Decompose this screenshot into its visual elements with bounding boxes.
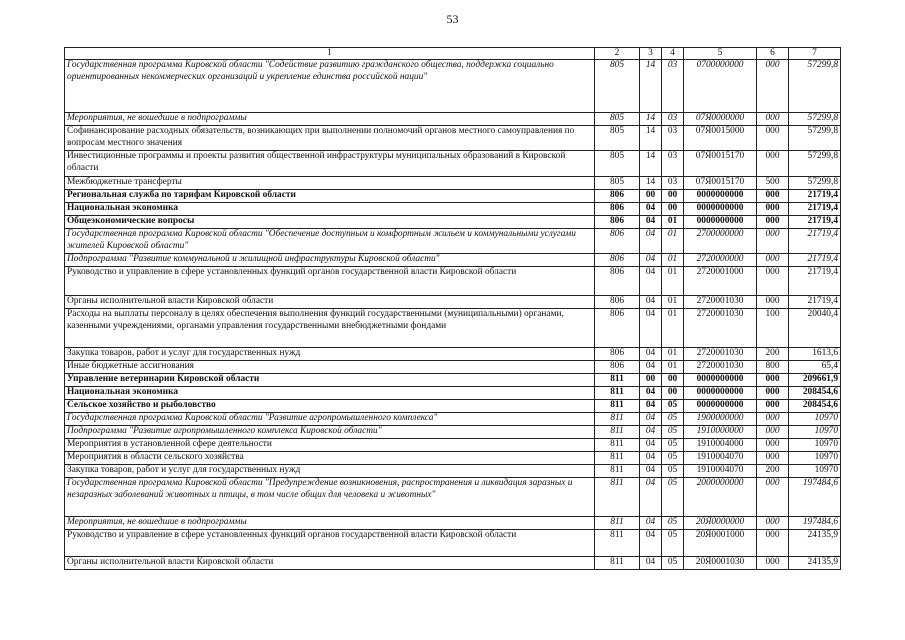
- amount-cell: 21719,4: [789, 216, 841, 229]
- amount-cell: 10970: [789, 439, 841, 452]
- section-code-cell: 14: [640, 126, 662, 151]
- ministry-code-cell: 811: [595, 465, 640, 478]
- ministry-code-cell: 811: [595, 413, 640, 426]
- ministry-code-cell: 811: [595, 517, 640, 530]
- amount-cell: 57299,8: [789, 151, 841, 177]
- row-name-cell: Управление ветеринарии Кировской области: [65, 374, 595, 387]
- target-article-cell: 20Я0000000: [684, 517, 757, 530]
- expense-type-cell: 000: [757, 387, 789, 400]
- table-row: [65, 296, 841, 309]
- amount-cell: 10970: [789, 426, 841, 439]
- subsection-code-cell: 03: [662, 151, 684, 177]
- amount-cell: 21719,4: [789, 296, 841, 309]
- subsection-code-cell: 01: [662, 267, 684, 296]
- section-code-cell: 04: [640, 387, 662, 400]
- row-name-cell: Закупка товаров, работ и услуг для государственных нужд: [65, 465, 595, 478]
- section-code-cell: 04: [640, 229, 662, 254]
- expense-type-cell: 500: [757, 177, 789, 190]
- expense-type-cell: 000: [757, 190, 789, 203]
- section-code-cell: 04: [640, 216, 662, 229]
- amount-cell: 197484,6: [789, 478, 841, 517]
- section-code-cell: 14: [640, 60, 662, 113]
- target-article-cell: 0000000000: [684, 203, 757, 216]
- expense-type-cell: 000: [757, 426, 789, 439]
- row-name-cell: Мероприятия в установленной сфере деятельности: [65, 439, 595, 452]
- subsection-code-cell: 01: [662, 229, 684, 254]
- table-row: [65, 190, 841, 203]
- table-row: [65, 530, 841, 557]
- ministry-code-cell: 806: [595, 309, 640, 348]
- section-code-cell: 04: [640, 361, 662, 374]
- ministry-code-cell: 811: [595, 478, 640, 517]
- row-name-cell: Мероприятия, не вошедшие в подпрограммы: [65, 517, 595, 530]
- amount-cell: 21719,4: [789, 267, 841, 296]
- section-code-cell: 14: [640, 113, 662, 126]
- table-row: [65, 203, 841, 216]
- subsection-code-cell: 05: [662, 530, 684, 557]
- subsection-code-cell: 00: [662, 190, 684, 203]
- row-name-cell: Национальная экономика: [65, 387, 595, 400]
- table-row: [65, 374, 841, 387]
- table-row: [65, 387, 841, 400]
- expense-type-cell: 800: [757, 361, 789, 374]
- table-row: [65, 113, 841, 126]
- amount-cell: 57299,8: [789, 60, 841, 113]
- table-row: [65, 60, 841, 113]
- subsection-code-cell: 05: [662, 413, 684, 426]
- row-name-cell: Государственная программа Кировской области "Развитие агропромышленного комплекса": [65, 413, 595, 426]
- ministry-code-cell: 811: [595, 426, 640, 439]
- section-code-cell: 04: [640, 439, 662, 452]
- target-article-cell: 1910004070: [684, 465, 757, 478]
- ministry-code-cell: 811: [595, 374, 640, 387]
- ministry-code-cell: 811: [595, 400, 640, 413]
- ministry-code-cell: 811: [595, 557, 640, 570]
- section-code-cell: 04: [640, 517, 662, 530]
- amount-cell: 209661,9: [789, 374, 841, 387]
- subsection-code-cell: 00: [662, 203, 684, 216]
- ministry-code-cell: 805: [595, 126, 640, 151]
- subsection-code-cell: 05: [662, 557, 684, 570]
- table-row: [65, 267, 841, 296]
- expense-type-cell: 000: [757, 267, 789, 296]
- target-article-cell: 0000000000: [684, 190, 757, 203]
- table-row: [65, 465, 841, 478]
- amount-cell: 21719,4: [789, 203, 841, 216]
- ministry-code-cell: 806: [595, 348, 640, 361]
- amount-cell: 1613,6: [789, 348, 841, 361]
- target-article-cell: 2720001030: [684, 309, 757, 348]
- target-article-cell: 0000000000: [684, 374, 757, 387]
- subsection-code-cell: 03: [662, 126, 684, 151]
- expense-type-cell: 000: [757, 452, 789, 465]
- section-code-cell: 14: [640, 151, 662, 177]
- section-code-cell: 14: [640, 177, 662, 190]
- section-code-cell: 00: [640, 190, 662, 203]
- table-row: [65, 452, 841, 465]
- ministry-code-cell: 811: [595, 530, 640, 557]
- amount-cell: 21719,4: [789, 229, 841, 254]
- column-header: 3: [640, 48, 662, 60]
- row-name-cell: Мероприятия в области сельского хозяйства: [65, 452, 595, 465]
- target-article-cell: 0700000000: [684, 60, 757, 113]
- section-code-cell: 04: [640, 348, 662, 361]
- subsection-code-cell: 03: [662, 113, 684, 126]
- table-row: [65, 348, 841, 361]
- subsection-code-cell: 03: [662, 177, 684, 190]
- subsection-code-cell: 05: [662, 452, 684, 465]
- subsection-code-cell: 05: [662, 478, 684, 517]
- subsection-code-cell: 01: [662, 254, 684, 267]
- section-code-cell: 04: [640, 400, 662, 413]
- ministry-code-cell: 806: [595, 267, 640, 296]
- row-name-cell: Государственная программа Кировской области "Предупреждение возникновения, распространения и ликвидация заразных и незаразных заболеваний животных и птицы, в том числе общих для человека и животных": [65, 478, 595, 517]
- subsection-code-cell: 01: [662, 216, 684, 229]
- section-code-cell: 04: [640, 426, 662, 439]
- ministry-code-cell: 805: [595, 60, 640, 113]
- expense-type-cell: 000: [757, 229, 789, 254]
- row-name-cell: Расходы на выплаты персоналу в целях обеспечения выполнения функций государственными (муниципальными) органами, казенными учреждениями, органами управления государственными внебюджетными фондами: [65, 309, 595, 348]
- table-row: [65, 426, 841, 439]
- expense-type-cell: 000: [757, 374, 789, 387]
- row-name-cell: Органы исполнительной власти Кировской области: [65, 557, 595, 570]
- subsection-code-cell: 03: [662, 60, 684, 113]
- target-article-cell: 07Я0015170: [684, 151, 757, 177]
- row-name-cell: Инвестиционные программы и проекты развития общественной инфраструктуры муниципальных образований в Кировской области: [65, 151, 595, 177]
- subsection-code-cell: 01: [662, 348, 684, 361]
- expense-type-cell: 000: [757, 60, 789, 113]
- row-name-cell: Национальная экономика: [65, 203, 595, 216]
- ministry-code-cell: 811: [595, 452, 640, 465]
- target-article-cell: 20Я0001000: [684, 530, 757, 557]
- section-code-cell: 04: [640, 413, 662, 426]
- amount-cell: 20040,4: [789, 309, 841, 348]
- row-name-cell: Софинансирование расходных обязательств, возникающих при выполнении полномочий органов местного самоуправления по вопросам местного значения: [65, 126, 595, 151]
- expense-type-cell: 000: [757, 557, 789, 570]
- subsection-code-cell: 05: [662, 400, 684, 413]
- amount-cell: 208454,6: [789, 400, 841, 413]
- subsection-code-cell: 00: [662, 374, 684, 387]
- table-row: [65, 254, 841, 267]
- ministry-code-cell: 806: [595, 216, 640, 229]
- table-row: [65, 126, 841, 151]
- section-code-cell: 04: [640, 296, 662, 309]
- table-row: [65, 177, 841, 190]
- expense-type-cell: 100: [757, 309, 789, 348]
- expense-type-cell: 000: [757, 530, 789, 557]
- amount-cell: 65,4: [789, 361, 841, 374]
- amount-cell: 10970: [789, 465, 841, 478]
- table-row: [65, 361, 841, 374]
- target-article-cell: 2000000000: [684, 478, 757, 517]
- section-code-cell: 04: [640, 203, 662, 216]
- amount-cell: 21719,4: [789, 190, 841, 203]
- amount-cell: 57299,8: [789, 126, 841, 151]
- expense-type-cell: 000: [757, 439, 789, 452]
- target-article-cell: 2720001030: [684, 296, 757, 309]
- row-name-cell: Общеэкономические вопросы: [65, 216, 595, 229]
- row-name-cell: Руководство и управление в сфере установленных функций органов государственной власти Кировской области: [65, 267, 595, 296]
- table-row: [65, 557, 841, 570]
- column-header: 5: [684, 48, 757, 60]
- ministry-code-cell: 806: [595, 296, 640, 309]
- target-article-cell: 0000000000: [684, 387, 757, 400]
- section-code-cell: 04: [640, 465, 662, 478]
- table-row: [65, 517, 841, 530]
- target-article-cell: 07Я0015000: [684, 126, 757, 151]
- section-code-cell: 04: [640, 254, 662, 267]
- row-name-cell: Иные бюджетные ассигнования: [65, 361, 595, 374]
- amount-cell: 10970: [789, 413, 841, 426]
- table-row: [65, 478, 841, 517]
- target-article-cell: 1910004000: [684, 439, 757, 452]
- row-name-cell: Подпрограмма "Развитие коммунальной и жилищной инфраструктуры Кировской области": [65, 254, 595, 267]
- subsection-code-cell: 01: [662, 296, 684, 309]
- target-article-cell: 2700000000: [684, 229, 757, 254]
- column-header: 6: [757, 48, 789, 60]
- table-row: [65, 400, 841, 413]
- expense-type-cell: 000: [757, 254, 789, 267]
- ministry-code-cell: 805: [595, 177, 640, 190]
- amount-cell: 57299,8: [789, 113, 841, 126]
- row-name-cell: Руководство и управление в сфере установленных функций органов государственной власти Кировской области: [65, 530, 595, 557]
- column-header: 2: [595, 48, 640, 60]
- ministry-code-cell: 806: [595, 203, 640, 216]
- column-number-row: [65, 48, 841, 60]
- target-article-cell: 20Я0001030: [684, 557, 757, 570]
- target-article-cell: 1910004070: [684, 452, 757, 465]
- budget-table: [64, 47, 841, 570]
- amount-cell: 208454,6: [789, 387, 841, 400]
- target-article-cell: 07Я0000000: [684, 113, 757, 126]
- amount-cell: 57299,8: [789, 177, 841, 190]
- target-article-cell: 2720001030: [684, 348, 757, 361]
- expense-type-cell: 000: [757, 413, 789, 426]
- table-row: [65, 229, 841, 254]
- subsection-code-cell: 05: [662, 465, 684, 478]
- target-article-cell: 0000000000: [684, 216, 757, 229]
- table-row: [65, 216, 841, 229]
- table-row: [65, 413, 841, 426]
- section-code-cell: 04: [640, 530, 662, 557]
- row-name-cell: Государственная программа Кировской области "Обеспечение доступным и комфортным жильем и коммунальными услугами жителей Кировской области": [65, 229, 595, 254]
- subsection-code-cell: 01: [662, 361, 684, 374]
- ministry-code-cell: 806: [595, 254, 640, 267]
- ministry-code-cell: 811: [595, 439, 640, 452]
- section-code-cell: 04: [640, 267, 662, 296]
- ministry-code-cell: 806: [595, 190, 640, 203]
- amount-cell: 24135,9: [789, 557, 841, 570]
- section-code-cell: 04: [640, 478, 662, 517]
- page-number: 53: [446, 12, 459, 26]
- target-article-cell: 07Я0015170: [684, 177, 757, 190]
- section-code-cell: 04: [640, 309, 662, 348]
- subsection-code-cell: 05: [662, 439, 684, 452]
- column-header: 7: [789, 48, 841, 60]
- row-name-cell: Мероприятия, не вошедшие в подпрограммы: [65, 113, 595, 126]
- expense-type-cell: 000: [757, 151, 789, 177]
- target-article-cell: 1900000000: [684, 413, 757, 426]
- subsection-code-cell: 00: [662, 387, 684, 400]
- row-name-cell: Закупка товаров, работ и услуг для государственных нужд: [65, 348, 595, 361]
- ministry-code-cell: 806: [595, 361, 640, 374]
- subsection-code-cell: 05: [662, 426, 684, 439]
- ministry-code-cell: 811: [595, 387, 640, 400]
- table-row: [65, 439, 841, 452]
- section-code-cell: 00: [640, 374, 662, 387]
- section-code-cell: 04: [640, 557, 662, 570]
- target-article-cell: 2720001030: [684, 361, 757, 374]
- amount-cell: 197484,6: [789, 517, 841, 530]
- column-header: 1: [65, 48, 595, 60]
- expense-type-cell: 000: [757, 216, 789, 229]
- subsection-code-cell: 05: [662, 517, 684, 530]
- subsection-code-cell: 01: [662, 309, 684, 348]
- ministry-code-cell: 806: [595, 229, 640, 254]
- section-code-cell: 04: [640, 452, 662, 465]
- expense-type-cell: 000: [757, 296, 789, 309]
- amount-cell: 10970: [789, 452, 841, 465]
- row-name-cell: Сельское хозяйство и рыболовство: [65, 400, 595, 413]
- row-name-cell: Органы исполнительной власти Кировской области: [65, 296, 595, 309]
- target-article-cell: 1910000000: [684, 426, 757, 439]
- column-header: 4: [662, 48, 684, 60]
- expense-type-cell: 000: [757, 400, 789, 413]
- row-name-cell: Межбюджетные трансферты: [65, 177, 595, 190]
- table-row: [65, 151, 841, 177]
- row-name-cell: Подпрограмма "Развитие агропромышленного комплекса Кировской области": [65, 426, 595, 439]
- target-article-cell: 2720000000: [684, 254, 757, 267]
- row-name-cell: Региональная служба по тарифам Кировской области: [65, 190, 595, 203]
- ministry-code-cell: 805: [595, 113, 640, 126]
- target-article-cell: 2720001000: [684, 267, 757, 296]
- amount-cell: 21719,4: [789, 254, 841, 267]
- expense-type-cell: 000: [757, 517, 789, 530]
- expense-type-cell: 000: [757, 478, 789, 517]
- row-name-cell: Государственная программа Кировской области "Содействие развитию гражданского общества, поддержка социально ориентированных некоммерческих организаций и укрепление единства российской нации": [65, 60, 595, 113]
- table-row: [65, 309, 841, 348]
- expense-type-cell: 200: [757, 348, 789, 361]
- amount-cell: 24135,9: [789, 530, 841, 557]
- expense-type-cell: 000: [757, 113, 789, 126]
- ministry-code-cell: 805: [595, 151, 640, 177]
- expense-type-cell: 000: [757, 126, 789, 151]
- target-article-cell: 0000000000: [684, 400, 757, 413]
- expense-type-cell: 000: [757, 203, 789, 216]
- expense-type-cell: 200: [757, 465, 789, 478]
